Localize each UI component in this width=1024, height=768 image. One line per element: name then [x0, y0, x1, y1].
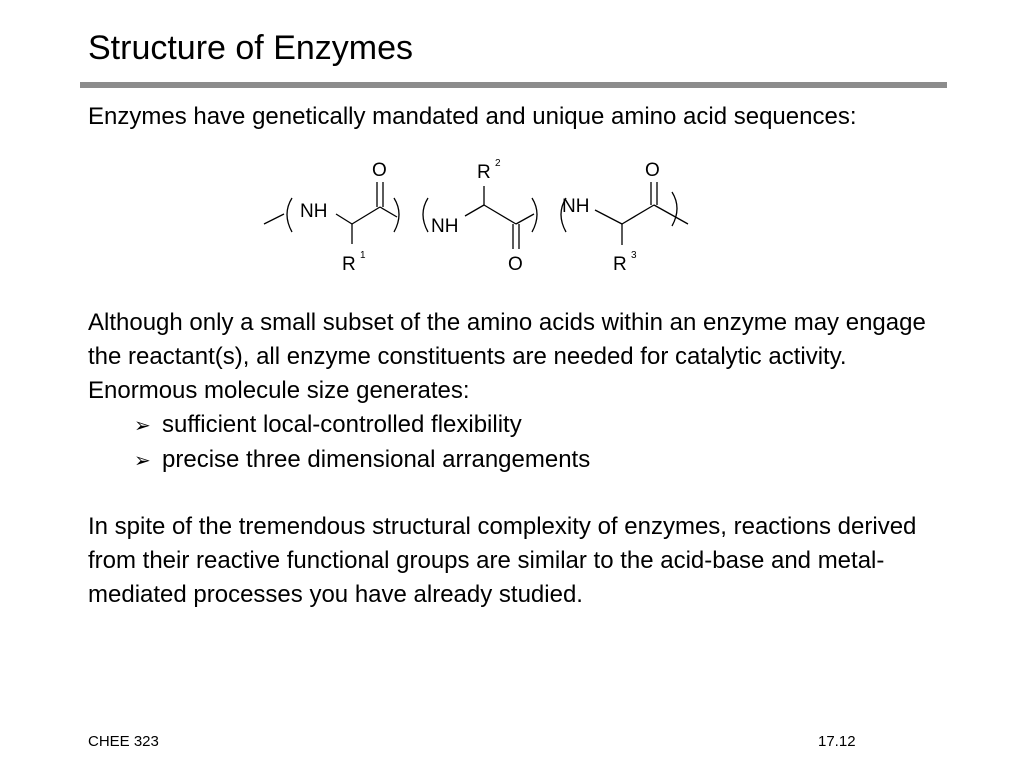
- arrowhead-bullet-icon: ➢: [134, 415, 151, 437]
- bullet-item: [134, 408, 590, 443]
- body-paragraph-2: Although only a small subset of the amino acids within an enzyme may engage the reactant(s), all enzyme constituents are needed for catalytic activity. Enormous molecule size generates:: [88, 309, 926, 404]
- repeat-brackets: [287, 192, 677, 232]
- oxygen-label-2: O: [508, 254, 523, 275]
- bullet-text: precise three dimensional arrangements: [162, 446, 591, 473]
- nh-label-2: NH: [431, 216, 459, 237]
- oxygen-label-3: O: [645, 160, 660, 181]
- bullet-item: [134, 443, 590, 478]
- r-group-label-2: R: [477, 162, 491, 183]
- footer-course-code: CHEE 323: [88, 733, 159, 750]
- arrowhead-bullet-icon: ➢: [134, 450, 151, 472]
- nh-label-3: NH: [562, 196, 590, 217]
- peptide-structure-diagram: [262, 152, 702, 282]
- r-group-superscript-3: 3: [631, 250, 637, 261]
- body-paragraph-3: In spite of the tremendous structural complexity of enzymes, reactions derived from their reactive functional groups are similar to the acid-base and metal-mediated processes you have already studied.: [88, 513, 917, 608]
- bond-lines: [264, 182, 688, 249]
- slide-title: Structure of Enzymes: [88, 29, 414, 67]
- footer-slide-number: 17.12: [818, 733, 856, 750]
- r-group-label-1: R: [342, 254, 356, 275]
- intro-paragraph: Enzymes have genetically mandated and unique amino acid sequences:: [88, 103, 857, 130]
- title-divider: [80, 82, 947, 88]
- r-group-label-3: R: [613, 254, 627, 275]
- r-group-superscript-2: 2: [495, 158, 501, 169]
- oxygen-label-1: O: [372, 160, 387, 181]
- nh-label-1: NH: [300, 201, 328, 222]
- r-group-superscript-1: 1: [360, 250, 366, 261]
- bullet-text: sufficient local-controlled flexibility: [162, 411, 522, 438]
- bullet-list: [134, 408, 590, 478]
